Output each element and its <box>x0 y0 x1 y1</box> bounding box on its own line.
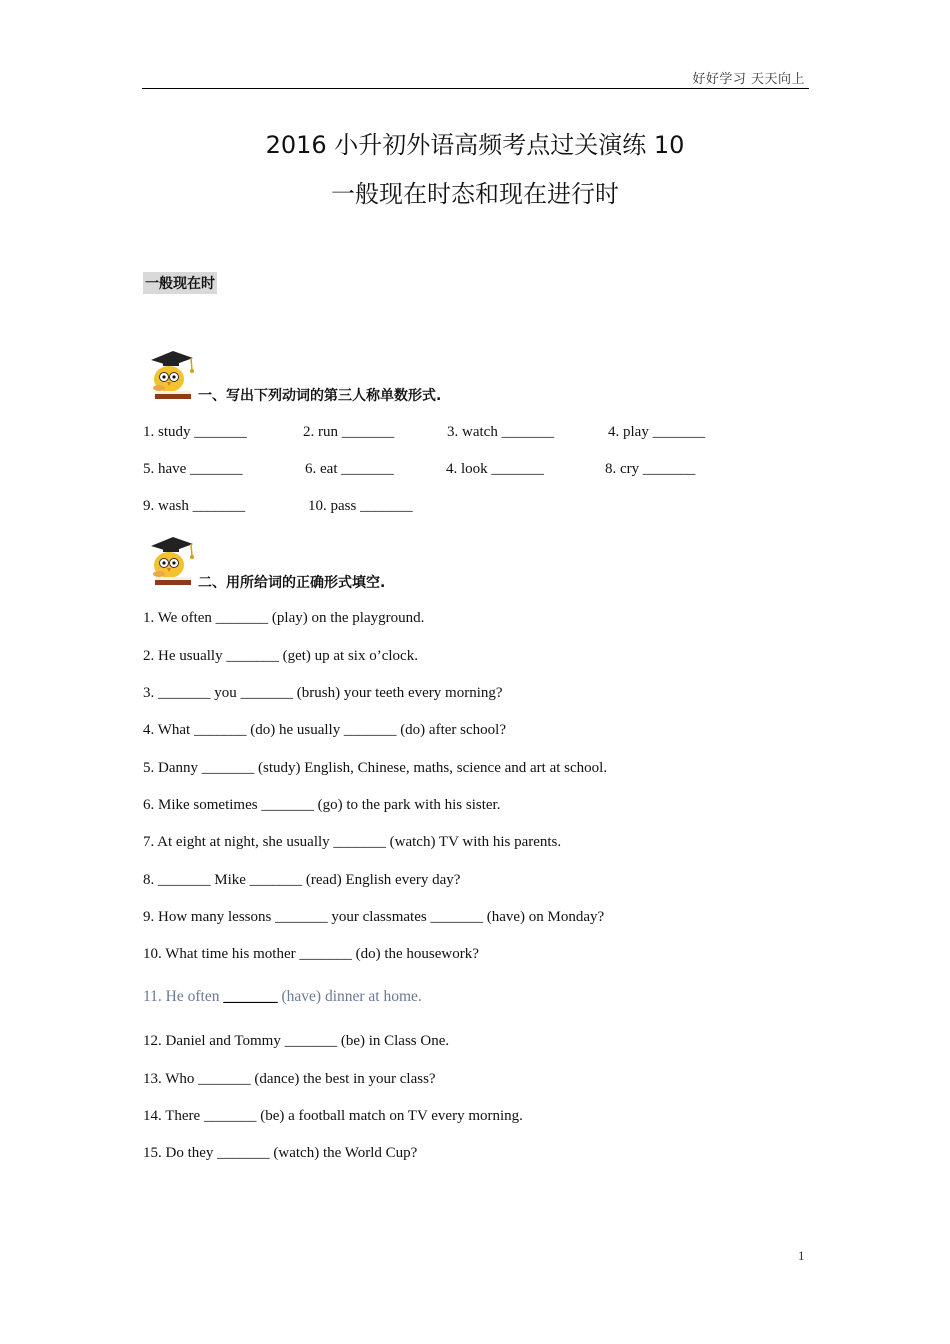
exercise-line-11-blank: _______ <box>223 988 278 1005</box>
exercise-line: 14. There _______ (be) a football match on TV every morning. <box>143 1108 523 1124</box>
exercise-line-11-before: 11. He often <box>143 988 224 1005</box>
exercise-line: 2. He usually _______ (get) up at six o’clock. <box>143 648 418 664</box>
exercise-item: 8. cry _______ <box>605 461 696 477</box>
section-heading: 一般现在时 <box>143 272 217 294</box>
exercise-line: 12. Daniel and Tommy _______ (be) in Class One. <box>143 1033 450 1049</box>
page-number: 1 <box>798 1248 805 1263</box>
exercise-line: 1. We often _______ (play) on the playground. <box>143 610 425 626</box>
exercise-item: 10. pass _______ <box>308 498 413 514</box>
exercise-item: 4. play _______ <box>608 424 706 440</box>
exercise-line: 13. Who _______ (dance) the best in your class? <box>143 1071 436 1087</box>
exercise-line-11 <box>143 988 422 1006</box>
exercise-line: 3. _______ you _______ (brush) your teeth every morning? <box>143 685 503 701</box>
exercise-line: 10. What time his mother _______ (do) the housework? <box>143 946 479 962</box>
page-subtitle: 一般现在时态和现在进行时 <box>331 180 619 208</box>
part2-title: 二、用所给词的正确形式填空. <box>198 575 386 591</box>
exercise-item: 2. run _______ <box>303 424 395 440</box>
part1-title: 一、写出下列动词的第三人称单数形式. <box>198 388 442 404</box>
header-rule <box>142 88 809 89</box>
exercise-line: 15. Do they _______ (watch) the World Cup? <box>143 1145 418 1161</box>
exercise-line: 7. At eight at night, she usually _______ (watch) TV with his parents. <box>143 834 562 850</box>
exercise-line: 6. Mike sometimes _______ (go) to the park with his sister. <box>143 797 501 813</box>
exercise-item: 9. wash _______ <box>143 498 246 514</box>
exercise-line: 4. What _______ (do) he usually _______ (do) after school? <box>143 722 506 738</box>
page-title: 2016 小升初外语高频考点过关演练 10 <box>265 131 685 159</box>
exercise-item: 1. study _______ <box>143 424 247 440</box>
exercise-item: 3. watch _______ <box>447 424 555 440</box>
exercise-line: 8. _______ Mike _______ (read) English every day? <box>143 872 461 888</box>
exercise-line: 9. How many lessons _______ your classmates _______ (have) on Monday? <box>143 909 605 925</box>
exercise-item: 4. look _______ <box>446 461 544 477</box>
exercise-item: 6. eat _______ <box>305 461 394 477</box>
header-right-text: 好好学习 天天向上 <box>692 72 805 87</box>
graduation-bird-icon <box>143 532 195 588</box>
graduation-bird-icon <box>143 346 195 402</box>
exercise-line-11-after: (have) dinner at home. <box>277 988 422 1005</box>
exercise-line: 5. Danny _______ (study) English, Chinese, maths, science and art at school. <box>143 760 608 776</box>
exercise-item: 5. have _______ <box>143 461 243 477</box>
